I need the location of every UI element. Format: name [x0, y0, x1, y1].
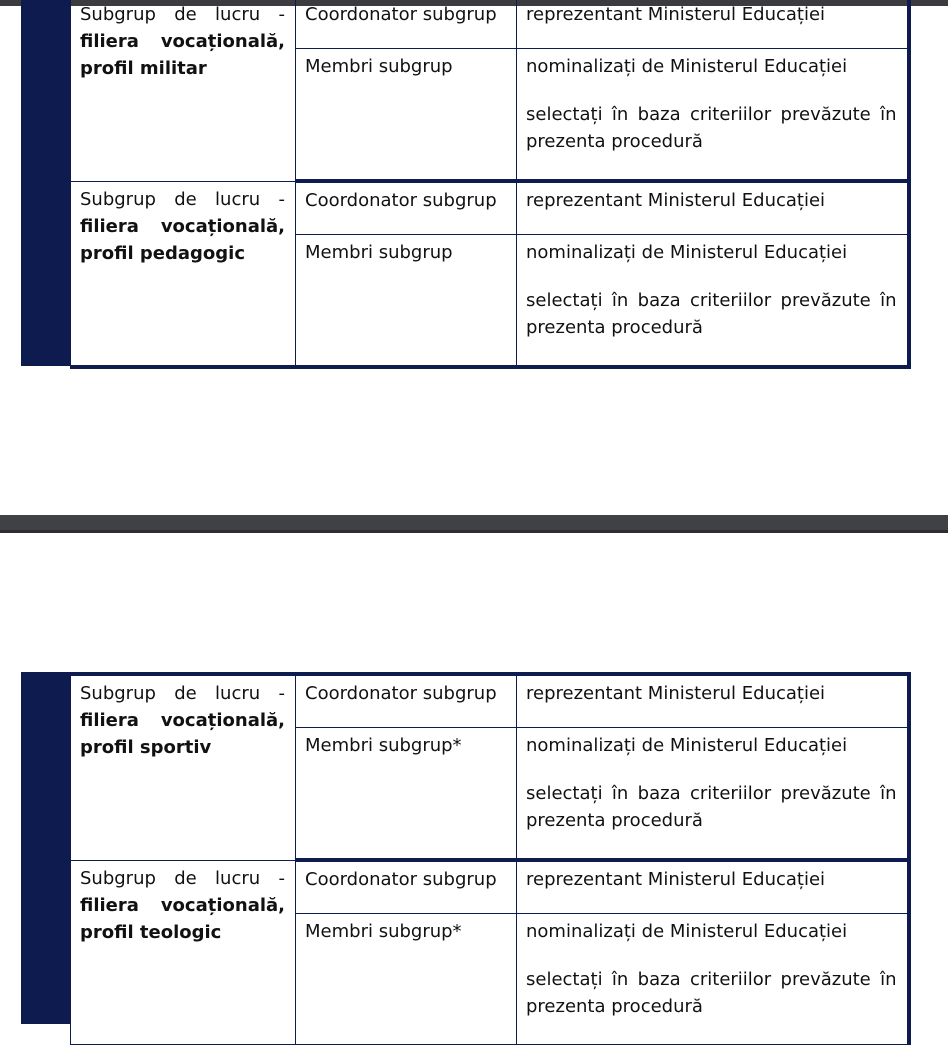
page-side-bar — [21, 672, 70, 1024]
subgroup-name-cell — [71, 674, 296, 860]
subgroup-name-line: profil sportiv — [80, 737, 212, 758]
value-cell: reprezentant Ministerul Educației — [517, 860, 909, 914]
value-cell: reprezentant Ministerul Educației — [517, 181, 909, 235]
subgroup-name-cell — [71, 0, 296, 181]
value-cell — [517, 914, 909, 1045]
subgroup-name-cell — [71, 860, 296, 1045]
subgroup-name-line: filiera vocațională, — [80, 215, 285, 237]
value-paragraph: nominalizați de Ministerul Educației — [526, 56, 848, 77]
role-cell: Coordonator subgrup — [296, 674, 517, 728]
table-row — [71, 181, 909, 235]
role-cell: Coordonator subgrup — [296, 0, 517, 49]
value-cell — [517, 728, 909, 861]
role-cell: Membri subgrup* — [296, 914, 517, 1045]
subgroup-table — [70, 0, 911, 369]
subgroup-name-line: filiera vocațională, — [80, 710, 285, 731]
subgroup-name-line: Subgrup de lucru - — [80, 4, 285, 25]
table-row — [71, 674, 909, 728]
value-paragraph: nominalizați de Ministerul Educației — [526, 242, 848, 263]
subgroup-name-line: filiera vocațională, — [80, 31, 285, 52]
subgroup-name-cell — [71, 181, 296, 367]
subgroup-name-line: filiera vocațională, — [80, 894, 285, 916]
value-cell — [517, 49, 909, 182]
table-row — [71, 860, 909, 914]
value-paragraph: nominalizați de Ministerul Educației — [526, 735, 848, 756]
role-cell: Coordonator subgrup — [296, 181, 517, 235]
page-side-bar — [21, 0, 70, 366]
value-paragraph: nominalizați de Ministerul Educației — [526, 921, 848, 942]
role-cell: Membri subgrup — [296, 49, 517, 182]
table-row — [71, 0, 909, 49]
role-cell: Coordonator subgrup — [296, 860, 517, 914]
subgroup-name-line: Subgrup de lucru - — [80, 188, 285, 210]
subgroup-table — [70, 672, 911, 1045]
subgroup-name-line: profil teologic — [80, 921, 222, 943]
subgroup-name-line: Subgrup de lucru - — [80, 683, 285, 704]
value-cell — [517, 235, 909, 368]
value-paragraph: selectați în baza criteriilor prevăzute în prezenta procedură — [526, 290, 897, 338]
subgroup-name-line: profil militar — [80, 58, 207, 79]
value-cell: reprezentant Ministerul Educației — [517, 0, 909, 49]
subgroup-name-line: Subgrup de lucru - — [80, 867, 285, 889]
value-paragraph: selectați în baza criteriilor prevăzute în prezenta procedură — [526, 969, 897, 1017]
page-separator — [0, 515, 948, 533]
subgroup-name-line: profil pedagogic — [80, 242, 246, 264]
value-paragraph: selectați în baza criteriilor prevăzute în prezenta procedură — [526, 783, 897, 831]
value-paragraph: selectați în baza criteriilor prevăzute în prezenta procedură — [526, 104, 897, 152]
role-cell: Membri subgrup — [296, 235, 517, 368]
role-cell: Membri subgrup* — [296, 728, 517, 861]
value-cell: reprezentant Ministerul Educației — [517, 674, 909, 728]
